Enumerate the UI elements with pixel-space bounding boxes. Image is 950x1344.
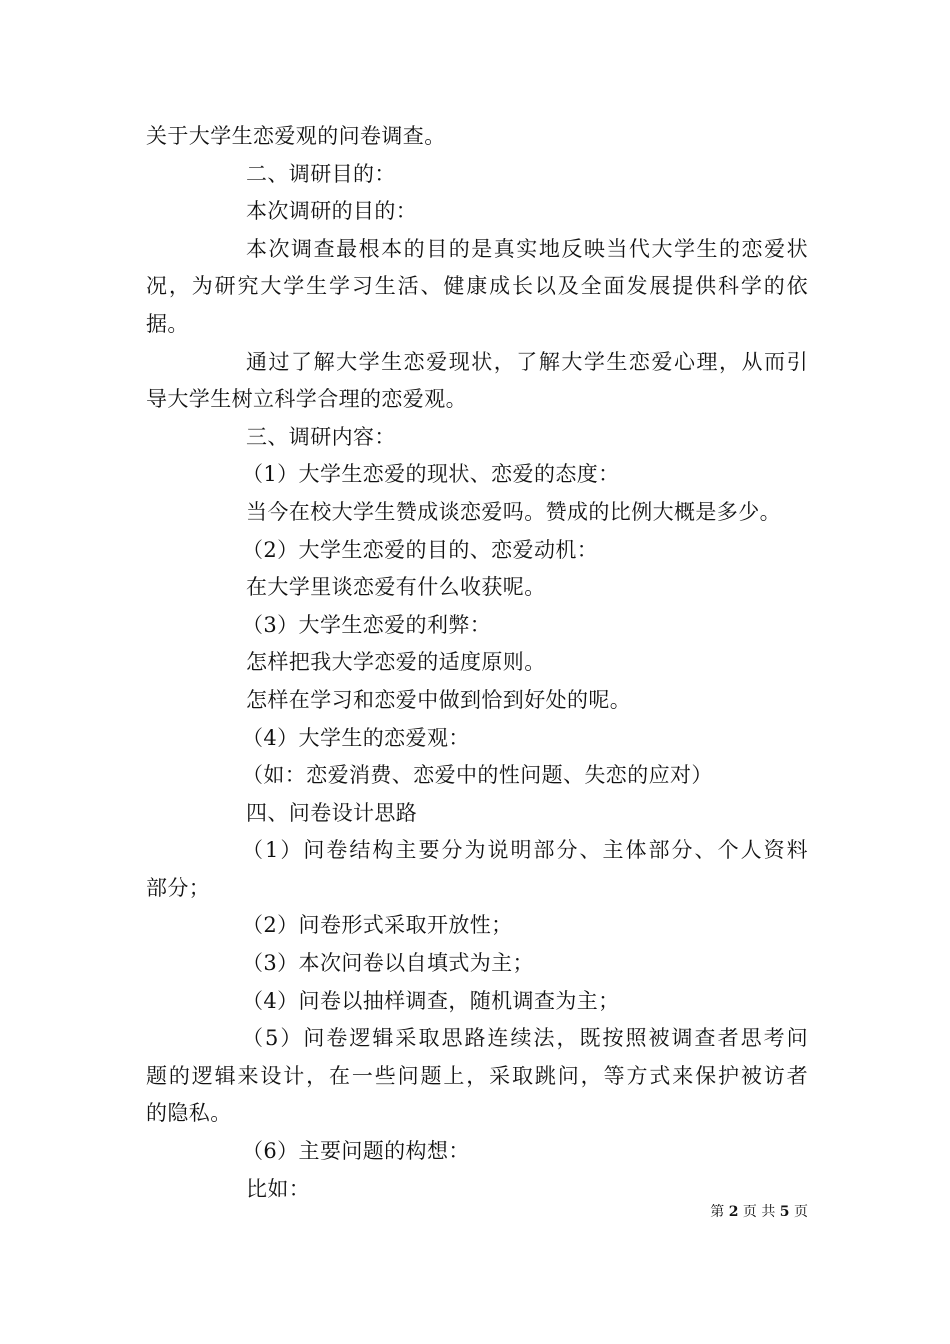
text-line-6: 据。	[146, 311, 189, 336]
footer-current-page: 2	[728, 1204, 739, 1220]
design-item-5: （5）问卷逻辑采取思路连续法，既按照被调查者思考问	[242, 1026, 808, 1051]
text-line-26: 题的逻辑来设计，在一些问题上，采取跳问，等方式来保护被访者	[146, 1063, 808, 1088]
section-heading-3: 三、调研内容：	[246, 424, 396, 449]
content-item-4: （4）大学生的恋爱观：	[242, 725, 470, 750]
text-line-18: （如：恋爱消费、恋爱中的性问题、失恋的应对）	[242, 763, 713, 788]
design-item-1: （1）问卷结构主要分为说明部分、主体部分、个人资料	[242, 838, 808, 863]
text-line-21: 部分；	[146, 875, 211, 900]
footer-total-pages: 5	[779, 1204, 790, 1220]
content-item-2: （2）大学生恋爱的目的、恋爱动机：	[242, 537, 599, 562]
content-item-1: （1）大学生恋爱的现状、恋爱的态度：	[242, 462, 620, 487]
design-item-2: （2）问卷形式采取开放性；	[242, 913, 513, 938]
footer-prefix: 第	[710, 1204, 725, 1220]
document-body	[146, 118, 808, 1208]
text-line-8: 导大学生树立科学合理的恋爱观。	[146, 387, 467, 412]
text-line-4: 本次调查最根本的目的是真实地反映当代大学生的恋爱状	[246, 236, 808, 261]
text-line-27: 的隐私。	[146, 1101, 232, 1126]
text-line-13: 在大学里谈恋爱有什么收获呢。	[246, 575, 546, 600]
design-item-6: （6）主要问题的构想：	[242, 1139, 470, 1164]
footer-suffix: 页	[794, 1204, 808, 1220]
footer-middle: 页 共	[742, 1204, 776, 1220]
text-line-7: 通过了解大学生恋爱现状，了解大学生恋爱心理，从而引	[246, 349, 808, 374]
section-heading-2: 二、调研目的：	[246, 161, 396, 186]
text-line-1: 关于大学生恋爱观的问卷调查。	[146, 124, 446, 148]
text-line-5: 况，为研究大学生学习生活、健康成长以及全面发展提供科学的依	[146, 274, 808, 299]
page-number-footer	[700, 1203, 808, 1221]
text-line-29: 比如：	[246, 1176, 311, 1201]
design-item-4: （4）问卷以抽样调查，随机调查为主；	[242, 988, 620, 1013]
section-heading-4: 四、问卷设计思路	[246, 800, 418, 825]
text-line-16: 怎样在学习和恋爱中做到恰到好处的呢。	[246, 687, 632, 712]
content-item-3: （3）大学生恋爱的利弊：	[242, 612, 492, 637]
text-line-15: 怎样把我大学恋爱的适度原则。	[246, 650, 546, 675]
text-line-11: 当今在校大学生赞成谈恋爱吗。赞成的比例大概是多少。	[246, 499, 781, 524]
text-line-3: 本次调研的目的：	[246, 199, 418, 224]
design-item-3: （3）本次问卷以自填式为主；	[242, 951, 534, 976]
